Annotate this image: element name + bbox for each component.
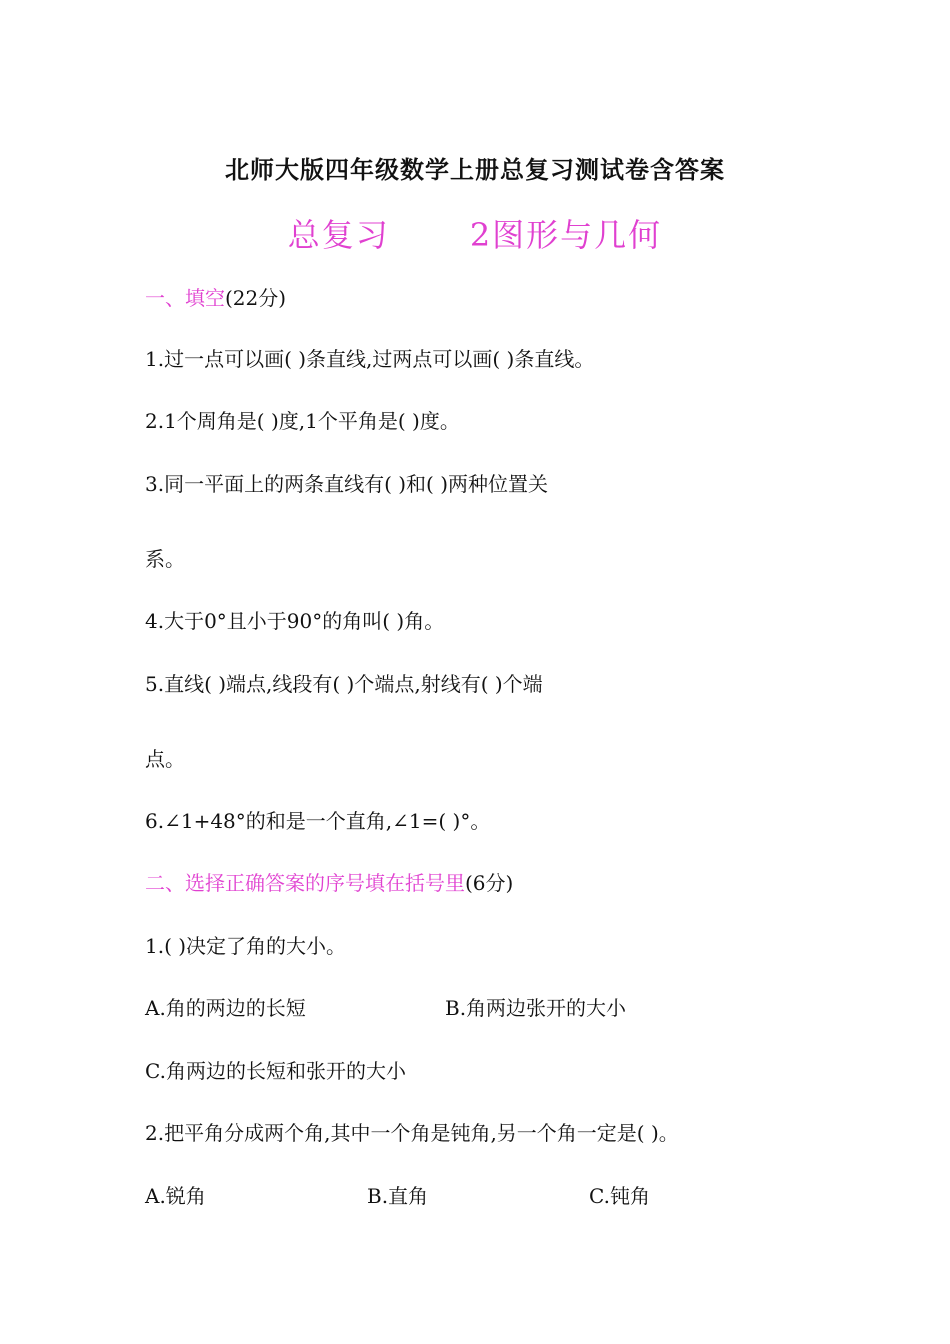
section1-heading — [145, 282, 835, 311]
section2-heading-text: 二、选择正确答案的序号填在括号里 — [145, 871, 465, 895]
section1-question-3-cont: 系。 — [145, 547, 185, 571]
option-a: A.角的两边的长短 — [145, 996, 306, 1020]
document-title: 北师大版四年级数学上册总复习测试卷含答案 — [225, 155, 725, 184]
section1-question-2: 2.1个周角是( )度,1个平角是( )度。 — [145, 409, 460, 433]
section1-question-1: 1.过一点可以画( )条直线,过两点可以画( )条直线。 — [145, 347, 595, 371]
option-c: C.钝角 — [589, 1184, 650, 1208]
section2-heading — [145, 867, 835, 896]
section1-question-4: 4.大于0°且小于90°的角叫( )角。 — [145, 609, 445, 633]
document-subtitle — [0, 210, 950, 256]
option-b: B.角两边张开的大小 — [445, 996, 627, 1020]
section2-question-1-options — [145, 992, 835, 1021]
subtitle-right: 2图形与几何 — [469, 216, 663, 254]
section1-heading-text: 一、填空 — [145, 286, 225, 310]
section1-question-5-cont: 点。 — [145, 747, 185, 771]
section1-question-5: 5.直线( )端点,线段有( )个端点,射线有( )个端 — [145, 672, 543, 696]
option-b: B.直角 — [367, 1184, 429, 1208]
section1-score: (22分) — [225, 286, 287, 310]
section1-question-3: 3.同一平面上的两条直线有( )和( )两种位置关 — [145, 472, 549, 496]
section2-question-1: 1.( )决定了角的大小。 — [145, 934, 347, 958]
section2-question-2-options — [145, 1180, 835, 1209]
option-a: A.锐角 — [145, 1184, 206, 1208]
section2-question-1-option-c: C.角两边的长短和张开的大小 — [145, 1059, 406, 1083]
section2-score: (6分) — [465, 871, 514, 895]
subtitle-left: 总复习 — [287, 216, 390, 254]
section1-question-6: 6.∠1+48°的和是一个直角,∠1=( )°。 — [145, 809, 491, 833]
section2-question-2: 2.把平角分成两个角,其中一个角是钝角,另一个角一定是( )。 — [145, 1121, 679, 1145]
